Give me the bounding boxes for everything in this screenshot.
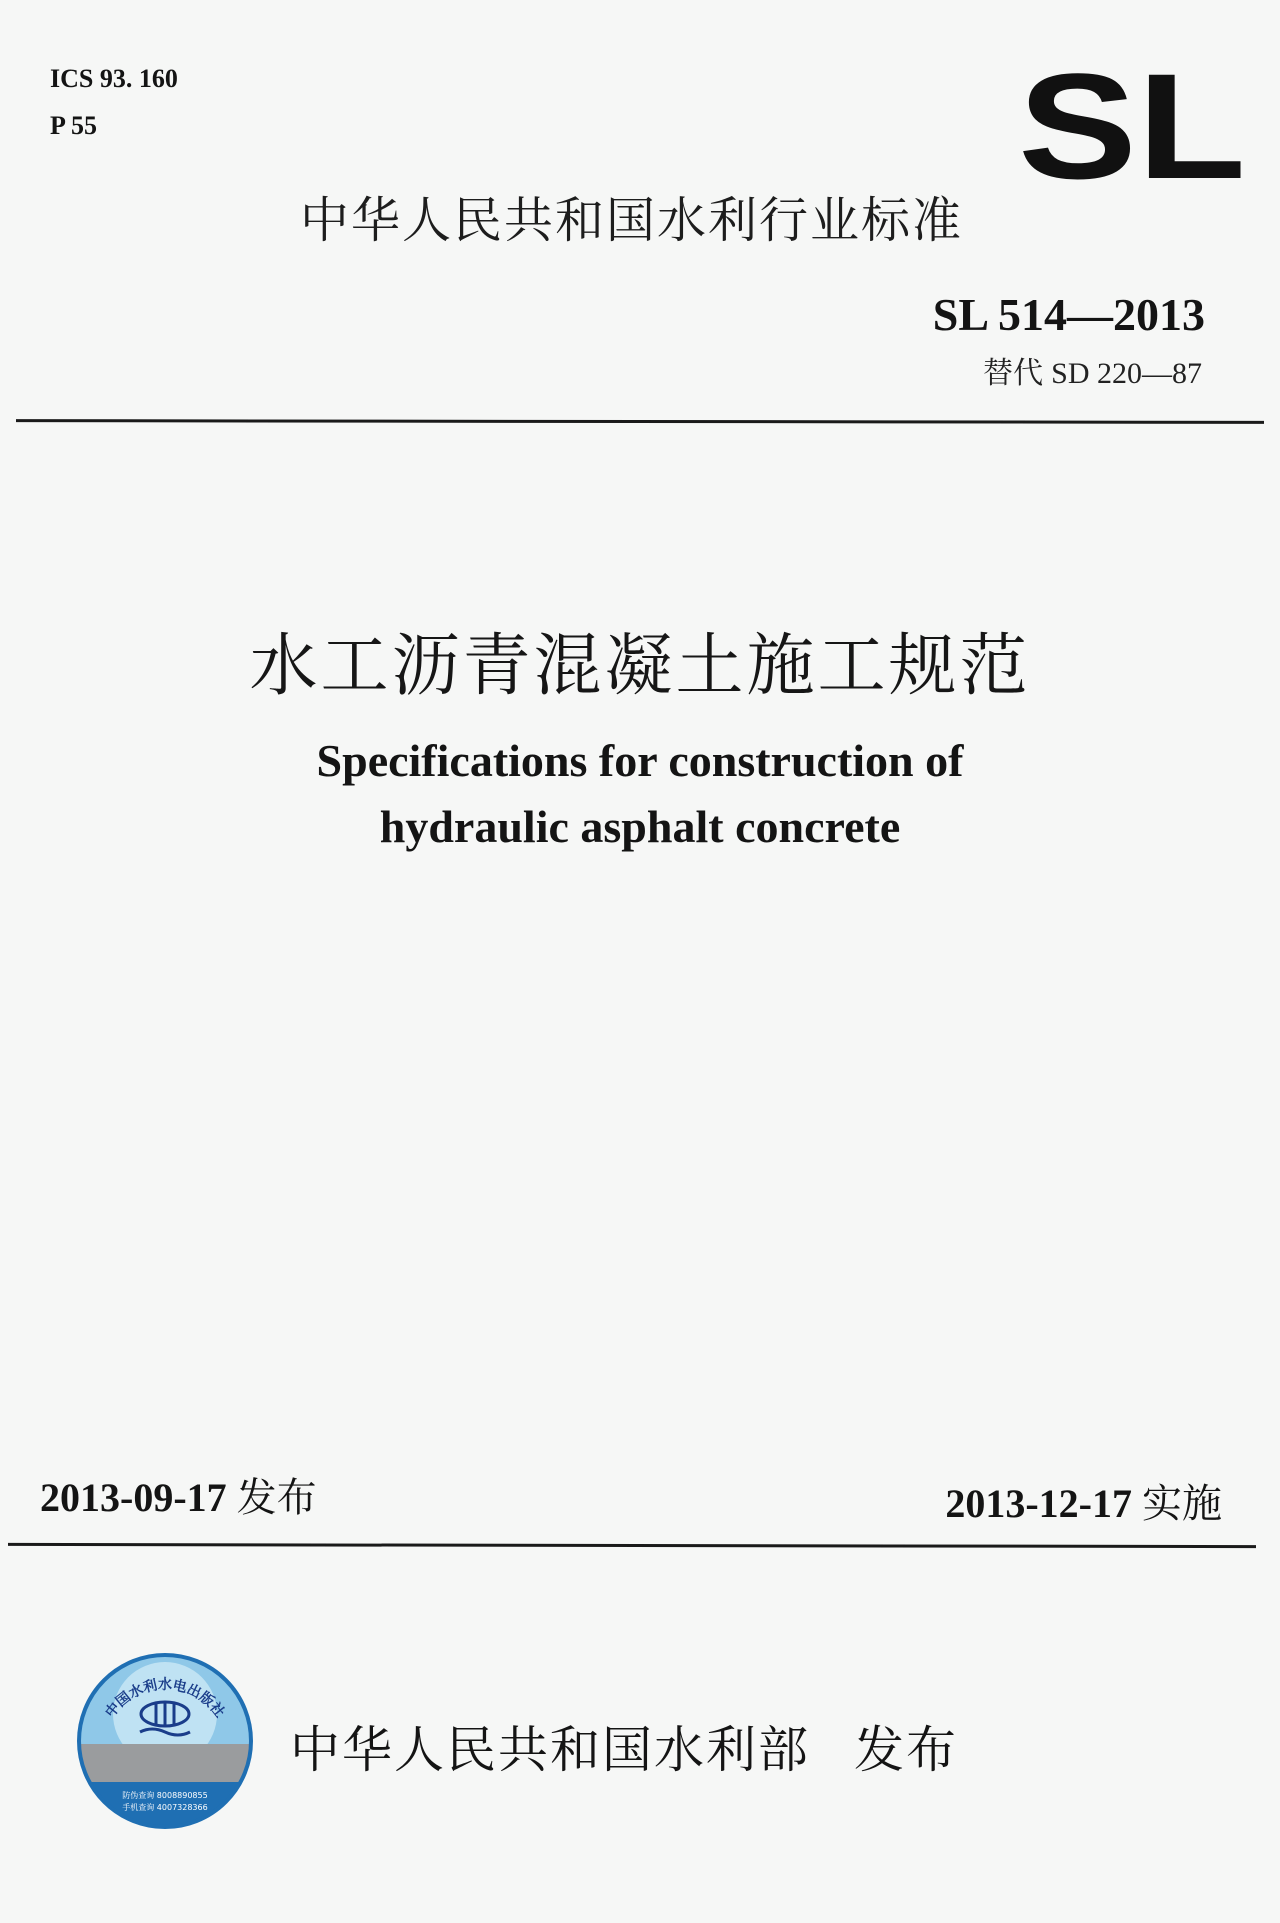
issue-date [40,1466,317,1523]
title-english-line-1: Specifications for construction of [316,735,964,786]
title-chinese: 水工沥青混凝土施工规范 [249,627,1031,706]
seal-arc-text: 中国水利水电出版社 [102,1677,228,1721]
publisher-word: 发布 [854,1721,958,1779]
footer-divider [8,1543,1256,1548]
implementation-date [945,1472,1222,1529]
ccs-code: P 55 [50,111,97,140]
publisher-line [290,1710,958,1782]
anti-counterfeit-seal [76,1652,254,1830]
replaces-value: SD 220—87 [1051,357,1202,390]
sl-logo-text: SL [1018,68,1246,188]
ics-code: ICS 93. 160 [50,64,178,93]
industry-standard-label: 中华人民共和国水利行业标准 [300,192,964,249]
implementation-date-value: 2013-12-17 [945,1481,1132,1526]
issue-date-word: 发布 [236,1475,317,1521]
publisher-name: 中华人民共和国水利部 [290,1721,810,1779]
implementation-date-word: 实施 [1142,1481,1222,1527]
standard-number: SL 514—2013 [932,289,1205,340]
replaces-note [983,348,1202,392]
classification-codes [50,55,178,149]
title-english-line-2: hydraulic asphalt concrete [379,801,901,852]
issue-date-value: 2013-09-17 [40,1475,227,1520]
seal-query-line-2: 手机查询 4007328366 [122,1803,208,1812]
header-divider [16,419,1264,424]
replaces-label: 替代 [983,356,1044,391]
seal-query-line-1: 防伪查询 8008890855 [122,1791,208,1800]
title-english [0,728,1280,860]
sl-logo [1018,68,1246,188]
